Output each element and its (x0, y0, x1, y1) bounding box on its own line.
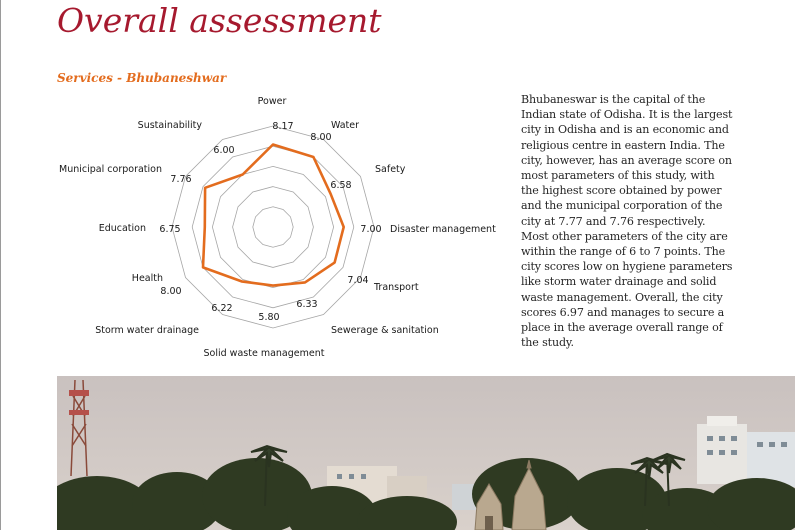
radar-label-municipal-corporation: Municipal corporation (59, 164, 162, 175)
section-subtitle: Services - Bhubaneshwar (57, 71, 227, 85)
radar-value-sustainability: 6.00 (213, 145, 235, 156)
radar-label-safety: Safety (375, 164, 406, 175)
radar-label-transport: Transport (374, 282, 419, 293)
radar-label-sewerage-sanitation: Sewerage & sanitation (331, 325, 439, 336)
radar-value-storm-water-drainage: 6.22 (211, 303, 233, 314)
city-photo-illustration (57, 376, 795, 530)
radar-label-education: Education (98, 223, 146, 234)
city-description: Bhubaneswar is the capital of the Indian state of Odisha. It is the largest city in Odisha and is an economic and religious centre in eastern India. The city, however, has an average score on most parameters of this study, with the highest score obtained by power and the municipal corporation of the city at 7.77 and 7.76 respectively. Most other parameters of the city are within the range of 6 to 7 points. The city scores low on hygiene parameters like storm water drainage and solid waste management. Overall, the city scores 6.97 and manages to secure a place in the average overall range of the study. (521, 93, 733, 350)
radar-value-education: 6.75 (159, 224, 181, 235)
radar-value-solid-waste-management: 5.80 (258, 312, 280, 323)
radar-label-water: Water (330, 120, 360, 131)
radar-value-water: 8.00 (310, 132, 332, 143)
radar-label-power: Power (257, 96, 287, 107)
city-photo (57, 376, 795, 530)
radar-value-municipal-corporation: 7.76 (170, 174, 192, 185)
radar-label-disaster-management: Disaster management (390, 224, 496, 235)
radar-value-health: 8.00 (160, 286, 182, 297)
radar-value-disaster-management: 7.00 (360, 224, 382, 235)
radar-value-labels (159, 121, 381, 323)
radar-chart (0, 0, 520, 372)
radar-label-solid-waste-management: Solid waste management (203, 348, 325, 359)
page-title: Overall assessment (57, 1, 382, 40)
radar-grid-ring (212, 166, 333, 287)
radar-grid-ring (253, 207, 293, 247)
radar-label-sustainability: Sustainability (137, 120, 202, 131)
radar-value-safety: 6.58 (330, 180, 352, 191)
radar-value-transport: 7.04 (347, 275, 369, 286)
radar-grid-ring (192, 146, 354, 308)
radar-value-power: 8.17 (272, 121, 294, 132)
radar-label-storm-water-drainage: Storm water drainage (95, 325, 199, 336)
radar-grid-ring (233, 187, 314, 268)
radar-label-health: Health (131, 273, 163, 284)
radar-value-sewerage-sanitation: 6.33 (296, 299, 318, 310)
